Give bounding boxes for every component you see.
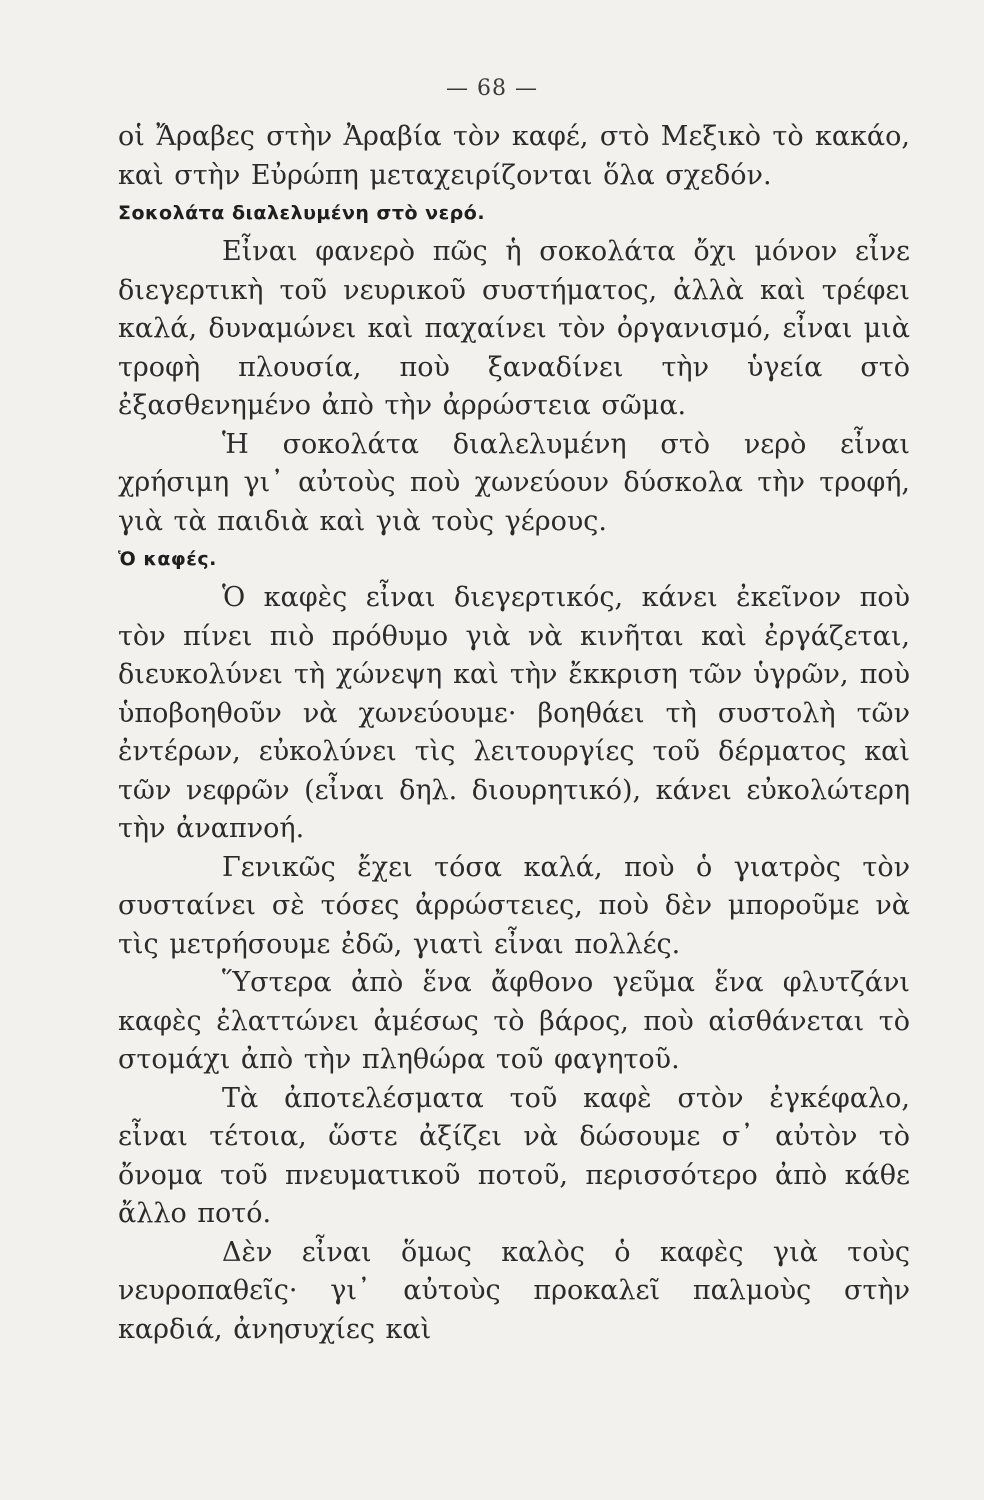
page-number: — 68 — — [446, 76, 538, 101]
paragraph: Ὁ καφὲς εἶναι διεγερτικός, κάνει ἐκεῖνον ποὺ τὸν πίνει πιὸ πρόθυμο γιὰ νὰ κινῆται καὶ ἐργάζεται, διευκολύνει τὴ χώνεψη καὶ τὴν ἔκκριση τῶν ὑγρῶν, ποὺ ὑποβοηθοῦν νὰ χωνεύουμε· βοηθάει τὴ συστολὴ τῶν ἐντέρων, εὐκολύνει τὶς λειτουργίες τοῦ δέρματος καὶ τῶν νεφρῶν (εἶναι δηλ. διουρητικό), κάνει εὐκολώτερη τὴν ἀναπνοή. — [118, 582, 910, 844]
paragraph-continues: Δὲν εἶναι ὅμως καλὸς ὁ καφὲς γιὰ τοὺς νευροπαθεῖς· γι᾽ αὐτοὺς προκαλεῖ παλμοὺς στὴν καρδιά, ἀνησυχίες καὶ — [118, 1236, 910, 1345]
paragraph: Ἡ σοκολάτα διαλελυμένη στὸ νερὸ εἶναι χρήσιμη γι᾽ αὐτοὺς ποὺ χωνεύουν δύσκολα τὴν τροφή, γιὰ τὰ παιδιὰ καὶ γιὰ τοὺς γέρους. — [118, 428, 910, 537]
paragraph: Τὰ ἀποτελέσματα τοῦ καφὲ στὸν ἐγκέφαλο, εἶναι τέτοια, ὥστε ἀξίζει νὰ δώσουμε σ᾽ αὐτὸν τὸ ὄνομα τοῦ πνευματικοῦ ποτοῦ, περισσότερο ἀπὸ κάθε ἄλλο ποτό. — [118, 1082, 910, 1229]
section-heading-coffee: Ὁ καφές. — [118, 548, 217, 570]
body-text — [118, 118, 910, 1349]
paragraph-continued: οἱ Ἄραβες στὴν Ἀραβία τὸν καφέ, στὸ Μεξικὸ τὸ κακάο, καὶ στὴν Εὐρώπη μεταχειρίζονται ὅλα σχεδόν. — [118, 121, 910, 191]
paragraph: Εἶναι φανερὸ πῶς ἡ σοκολάτα ὄχι μόνον εἶνε διεγερτικὴ τοῦ νευρικοῦ συστήματος, ἀλλὰ καὶ τρέφει καλά, δυναμώνει καὶ παχαίνει τὸν ὀργανισμό, εἶναι μιὰ τροφὴ πλουσία, ποὺ ξαναδίνει τὴν ὑγεία στὸ ἐξασθενημένο ἀπὸ τὴν ἀρρώστεια σῶμα. — [118, 236, 910, 421]
paragraph: Ὕστερα ἀπὸ ἕνα ἄφθονο γεῦμα ἕνα φλυτζάνι καφὲς ἐλαττώνει ἀμέσως τὸ βάρος, ποὺ αἰσθάνεται τὸ στομάχι ἀπὸ τὴν πληθώρα τοῦ φαγητοῦ. — [118, 967, 910, 1075]
section-heading-chocolate: Σοκολάτα διαλελυμένη στὸ νερό. — [118, 202, 486, 224]
paragraph: Γενικῶς ἔχει τόσα καλά, ποὺ ὁ γιατρὸς τὸν συσταίνει σὲ τόσες ἀρρώστειες, ποὺ δὲν μποροῦμε νὰ τὶς μετρήσουμε ἐδῶ, γιατὶ εἶναι πολλές. — [118, 851, 910, 960]
